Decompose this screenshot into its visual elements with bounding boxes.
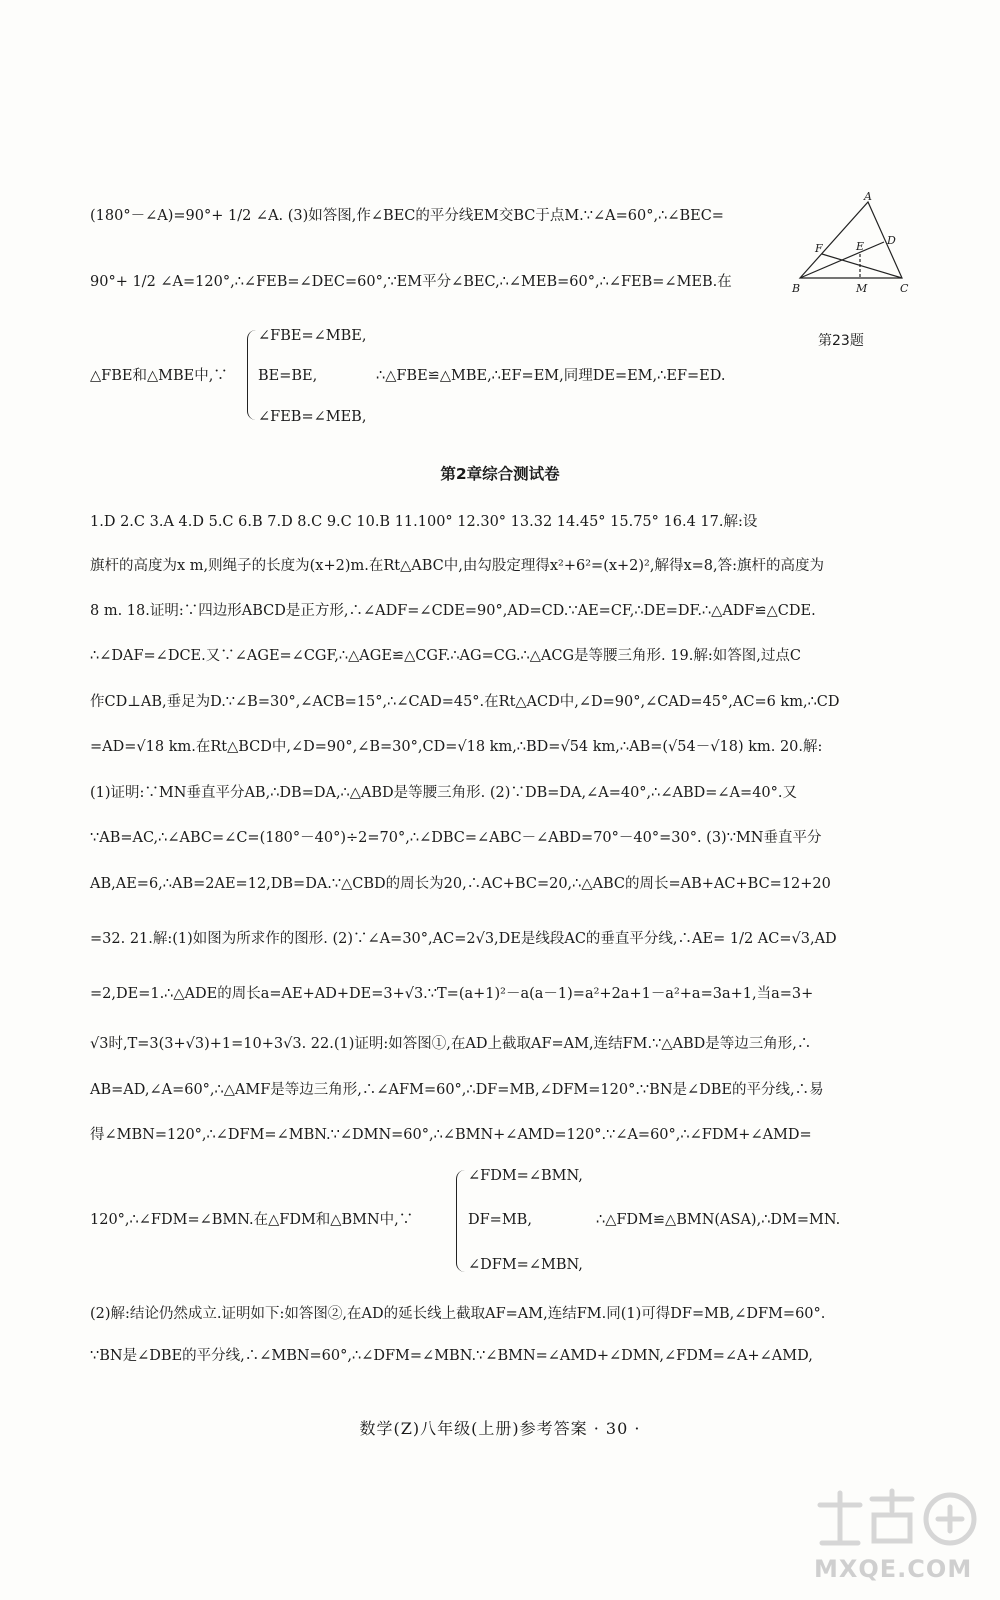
text-line: =2,DE=1.∴△ADE的周长a=AE+AD+DE=3+√3.∵T=(a+1)²－a(a－1)=a²+2a+1－a²+a=3a+1,当a=3+ [90,986,814,1002]
text-line: 旗杆的高度为x m,则绳子的长度为(x+2)m.在Rt△ABC中,由勾股定理得x²+6²=(x+2)²,解得x=8,答:旗杆的高度为 [90,558,825,574]
text-line: (180°－∠A)=90°+ 1/2 ∠A. (3)如答图,作∠BEC的平分线EM交BC于点M.∵∠A=60°,∴∠BEC= [90,208,724,224]
system-line: ∠FEB=∠MEB, [258,409,367,425]
text-line: △FBE和△MBE中,∵ [90,368,228,384]
triangle-figure [790,192,910,302]
text-line: √3时,T=3(3+√3)+1=10+3√3. 22.(1)证明:如答图①,在AD上截取AF=AM,连结FM.∵△ABD是等边三角形,∴ [90,1036,812,1052]
text-line: 得∠MBN=120°,∴∠DFM=∠MBN.∵∠DMN=60°,∴∠BMN+∠AMD=120°.∵∠A=60°,∴∠FDM+∠AMD= [90,1127,812,1143]
label-F: F [815,242,823,255]
system-conclusion: ∴△FDM≌△BMN(ASA),∴DM=MN. [596,1212,841,1228]
page-footer: 数学(Z)八年级(上册)参考答案 · 30 · [359,1419,641,1438]
brace [456,1170,465,1272]
text-line: ∵BN是∠DBE的平分线,∴∠MBN=60°,∴∠DFM=∠MBN.∵∠BMN=∠AMD+∠DMN,∠FDM=∠A+∠AMD, [90,1348,813,1364]
text-line: 作CD⊥AB,垂足为D.∵∠B=30°,∠ACB=15°,∴∠CAD=45°.在Rt△ACD中,∠D=90°,∠CAD=45°,AC=6 km,∴CD [90,694,840,710]
section-title: 第2章综合测试卷 [440,465,560,483]
system-line: DF=MB, [468,1212,532,1228]
text-line: ∴∠DAF=∠DCE.又∵∠AGE=∠CGF,∴△AGE≌△CGF.∴AG=CG.∴△ACG是等腰三角形. 19.解:如答图,过点C [90,648,801,664]
text-line: 1.D 2.C 3.A 4.D 5.C 6.B 7.D 8.C 9.C 10.B 11.100° 12.30° 13.32 14.45° 15.75° 16.4 17.解:设 [90,514,758,530]
text-line: =32. 21.解:(1)如图为所求作的图形. (2)∵∠A=30°,AC=2√3,DE是线段AC的垂直平分线,∴AE= 1/2 AC=√3,AD [90,931,837,947]
system-line: ∠FBE=∠MBE, [258,328,367,344]
watermark-text: MXQE.COM [814,1555,973,1583]
label-M: M [856,282,868,295]
text-line: AB,AE=6,∴AB=2AE=12,DB=DA.∵△CBD的周长为20,∴AC+BC=20,∴△ABC的周长=AB+AC+BC=12+20 [90,876,831,892]
text-line: (1)证明:∵MN垂直平分AB,∴DB=DA,∴△ABD是等腰三角形. (2)∵DB=DA,∠A=40°,∴∠ABD=∠A=40°.又 [90,785,798,801]
label-E: E [856,240,865,253]
label-A: A [864,192,872,203]
text-line: AB=AD,∠A=60°,∴△AMF是等边三角形,∴∠AFM=60°,∴DF=MB,∠DFM=120°.∵BN是∠DBE的平分线,∴易 [90,1082,824,1098]
text-line: 120°,∴∠FDM=∠BMN.在△FDM和△BMN中,∵ [90,1212,414,1228]
system-conclusion: ∴△FBE≌△MBE,∴EF=EM,同理DE=EM,∴EF=ED. [376,368,726,384]
system-line: ∠DFM=∠MBN, [468,1257,583,1273]
label-B: B [792,282,801,295]
text-line: (2)解:结论仍然成立.证明如下:如答图②,在AD的延长线上截取AF=AM,连结FM.同(1)可得DF=MB,∠DFM=60°. [90,1306,826,1322]
brace [247,330,256,420]
system-line: ∠FDM=∠BMN, [468,1168,583,1184]
text-line: =AD=√18 km.在Rt△BCD中,∠D=90°,∠B=30°,CD=√18 km,∴BD=√54 km,∴AB=(√54－√18) km. 20.解: [90,739,823,755]
label-D: D [887,234,896,247]
text-line: 8 m. 18.证明:∵四边形ABCD是正方形,∴∠ADF=∠CDE=90°,AD=CD.∵AE=CF,∴DE=DF.∴△ADF≌△CDE. [90,603,816,619]
system-line: BE=BE, [258,368,318,384]
text-line: ∵AB=AC,∴∠ABC=∠C=(180°－40°)÷2=70°,∴∠DBC=∠ABC－∠ABD=70°－40°=30°. (3)∵MN垂直平分 [90,830,822,846]
label-C: C [900,282,909,295]
text-line: 90°+ 1/2 ∠A=120°,∴∠FEB=∠DEC=60°,∵EM平分∠BEC,∴∠MEB=60°,∴∠FEB=∠MEB.在 [90,274,732,290]
figure-caption: 第23题 [818,333,864,349]
